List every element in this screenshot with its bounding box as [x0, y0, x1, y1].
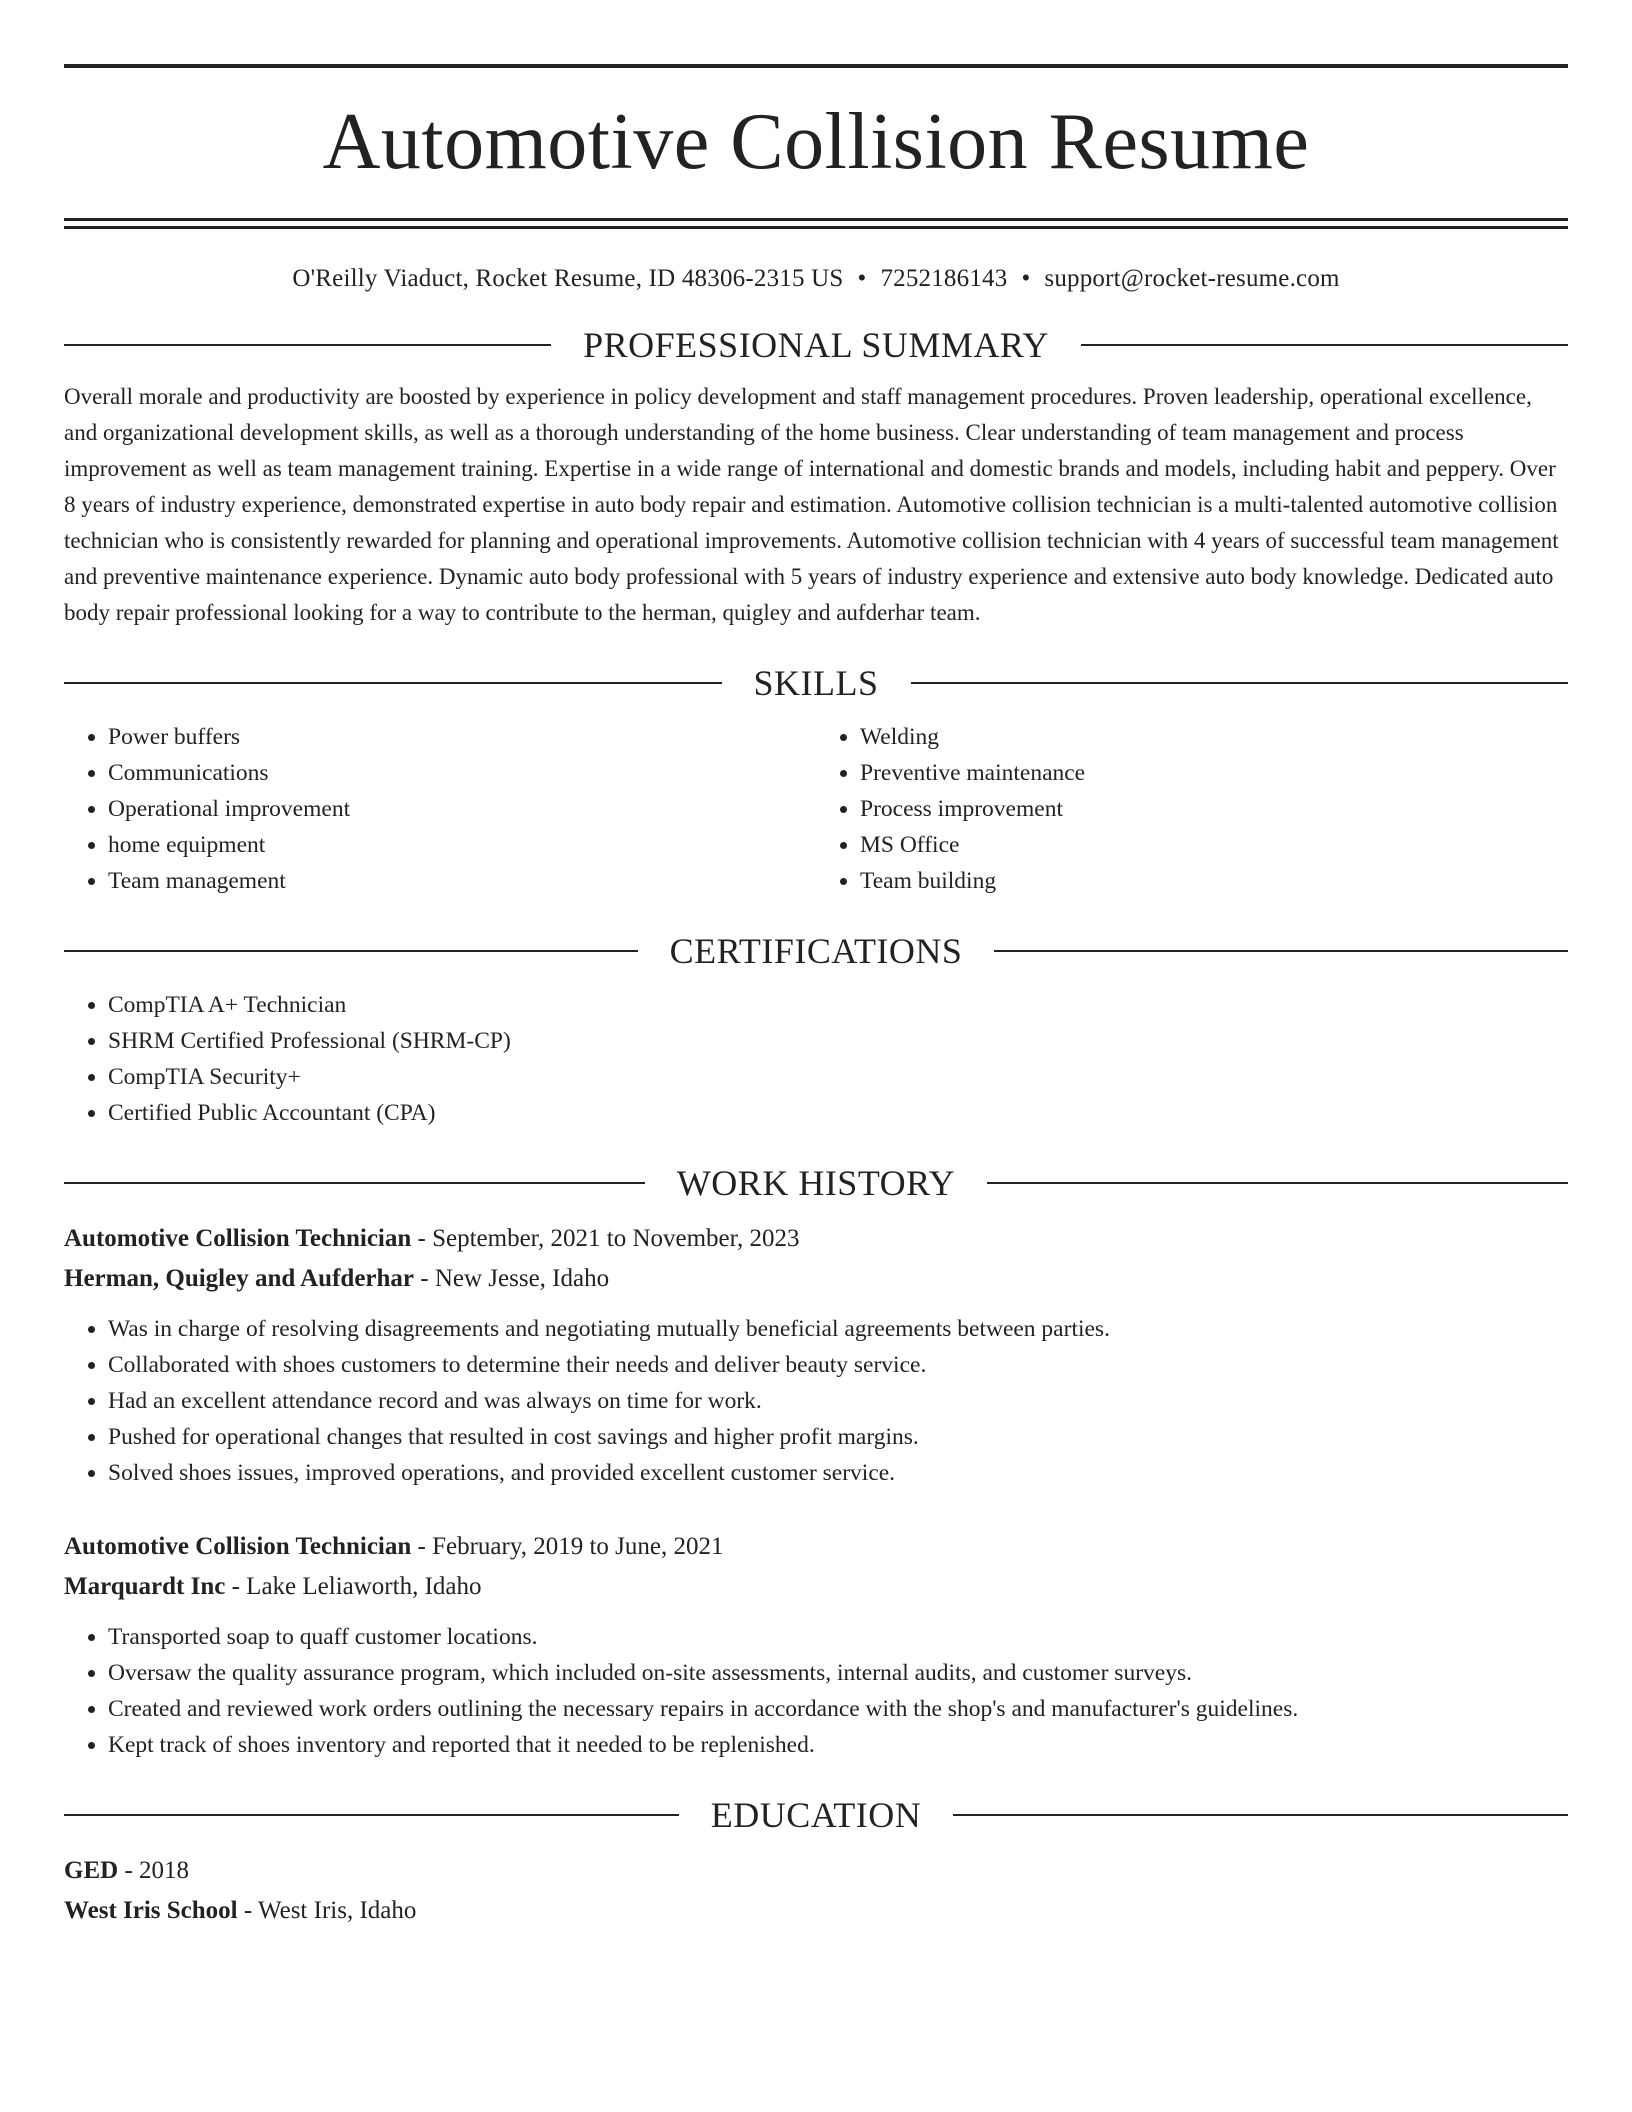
job-bullet: • Created and reviewed work orders outlining the necessary repairs in accordance with the shop's and manufacturer's guidelines. [108, 1691, 1568, 1727]
job-bullet: • Had an excellent attendance record and was always on time for work. [108, 1383, 1568, 1419]
heading-rule [1081, 344, 1568, 346]
job-bullet: • Pushed for operational changes that resulted in cost savings and higher profit margins. [108, 1419, 1568, 1455]
job-title-line [64, 1219, 1568, 1259]
skill-item: • Preventive maintenance [860, 755, 1568, 791]
job-location: - Lake Leliaworth, Idaho [225, 1573, 482, 1600]
job-bullet: • Solved shoes issues, improved operations, and provided excellent customer service. [108, 1455, 1568, 1491]
section-heading-education [64, 1797, 1568, 1833]
certifications-list [64, 987, 1568, 1131]
contact-line [64, 265, 1568, 293]
job-title-line [64, 1527, 1568, 1567]
job-dates: - September, 2021 to November, 2023 [411, 1225, 800, 1252]
contact-separator: • [857, 265, 867, 292]
heading-rule [64, 1814, 679, 1816]
heading-rule [911, 682, 1569, 684]
job-role: Automotive Collision Technician [64, 1533, 412, 1560]
header-top-rule [64, 64, 1568, 68]
section-title: EDUCATION [710, 1795, 922, 1835]
job-entry [64, 1527, 1568, 1763]
certification-item: • CompTIA A+ Technician [108, 987, 1568, 1023]
contact-phone: 7252186143 [880, 265, 1008, 292]
education-entry [64, 1851, 1568, 1931]
education-school: West Iris School [64, 1897, 238, 1924]
certification-item: • Certified Public Accountant (CPA) [108, 1095, 1568, 1131]
job-company: Marquardt Inc [64, 1573, 226, 1600]
education-degree-line [64, 1851, 1568, 1891]
education-school-line [64, 1891, 1568, 1931]
section-heading-certifications [64, 933, 1568, 969]
heading-rule [987, 1182, 1568, 1184]
certification-item: • CompTIA Security+ [108, 1059, 1568, 1095]
skill-item: • home equipment [108, 827, 816, 863]
resume-title: Automotive Collision Resume [322, 98, 1310, 186]
section-title: CERTIFICATIONS [669, 931, 963, 971]
contact-separator: • [1021, 265, 1031, 292]
skill-item: • Process improvement [860, 791, 1568, 827]
job-bullet: • Was in charge of resolving disagreements and negotiating mutually beneficial agreements between parties. [108, 1311, 1568, 1347]
heading-rule [64, 1182, 645, 1184]
section-title: WORK HISTORY [676, 1163, 956, 1203]
skill-item: • Team management [108, 863, 816, 899]
job-dates: - February, 2019 to June, 2021 [411, 1533, 724, 1560]
job-bullet: • Collaborated with shoes customers to determine their needs and deliver beauty service. [108, 1347, 1568, 1383]
skill-item: • Welding [860, 719, 1568, 755]
job-location: - New Jesse, Idaho [414, 1265, 610, 1292]
section-title: PROFESSIONAL SUMMARY [583, 325, 1049, 365]
heading-rule [953, 1814, 1568, 1816]
section-title: SKILLS [753, 663, 879, 703]
skills-column-left [64, 719, 816, 899]
education-location: - West Iris, Idaho [237, 1897, 417, 1924]
section-heading-skills [64, 665, 1568, 701]
section-heading-summary [64, 327, 1568, 363]
job-entry [64, 1219, 1568, 1491]
skills-list [64, 719, 1568, 899]
job-bullets [64, 1311, 1568, 1491]
summary-text: Overall morale and productivity are boosted by experience in policy development and staff management procedures. Proven leadership, operational excellence, and organizational development skills, as well as a thorough understanding of the home business. Clear understanding of team management and process improvement as well as team management training. Expertise in a wide range of international and domestic brands and models, including habit and peppery. Over 8 years of industry experience, demonstrated expertise in auto body repair and estimation. Automotive collision technician is a multi-talented automotive collision technician who is consistently rewarded for planning and operational improvements. Automotive collision technician with 4 years of successful team management and preventive maintenance experience. Dynamic auto body professional with 5 years of industry experience and extensive auto body knowledge. Dedicated auto body repair professional looking for a way to contribute to the herman, quigley and aufderhar team. [64, 384, 1559, 625]
skills-column-right [816, 719, 1568, 899]
education-degree: GED [64, 1857, 119, 1884]
skill-item: • Operational improvement [108, 791, 816, 827]
job-company-line [64, 1259, 1568, 1299]
certification-item: • SHRM Certified Professional (SHRM-CP) [108, 1023, 1568, 1059]
section-heading-work-history [64, 1165, 1568, 1201]
job-company: Herman, Quigley and Aufderhar [64, 1265, 415, 1292]
heading-rule [64, 682, 722, 684]
header-double-rule [64, 218, 1568, 229]
job-bullet: • Kept track of shoes inventory and reported that it needed to be replenished. [108, 1727, 1568, 1763]
heading-rule [64, 950, 638, 952]
skill-item: • Communications [108, 755, 816, 791]
job-role: Automotive Collision Technician [64, 1225, 412, 1252]
job-bullet: • Transported soap to quaff customer locations. [108, 1619, 1568, 1655]
job-bullet: • Oversaw the quality assurance program, which included on-site assessments, internal audits, and customer surveys. [108, 1655, 1568, 1691]
contact-email: support@rocket-resume.com [1044, 265, 1340, 292]
contact-address: O'Reilly Viaduct, Rocket Resume, ID 48306-2315 US [292, 265, 844, 292]
education-year: - 2018 [118, 1857, 190, 1884]
heading-rule [64, 344, 551, 346]
job-bullets [64, 1619, 1568, 1763]
skill-item: • Power buffers [108, 719, 816, 755]
heading-rule [994, 950, 1568, 952]
skill-item: • Team building [860, 863, 1568, 899]
skill-item: • MS Office [860, 827, 1568, 863]
job-company-line [64, 1567, 1568, 1607]
